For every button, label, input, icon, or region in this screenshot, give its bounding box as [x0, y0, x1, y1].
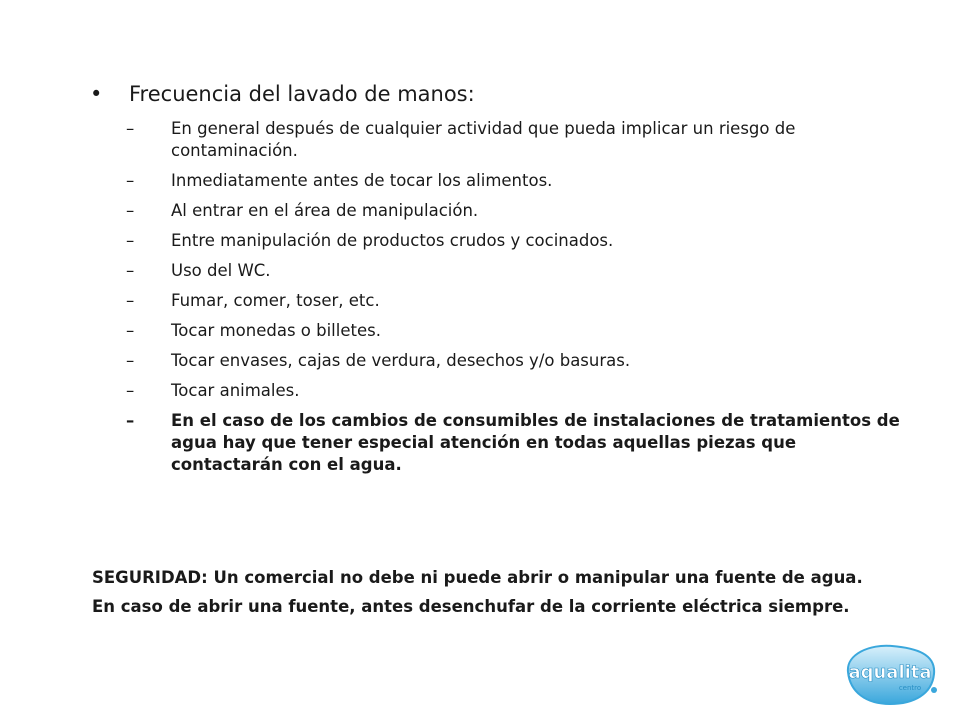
sub-bullet-item — [126, 200, 906, 222]
sub-bullet-list — [126, 118, 906, 484]
main-bullet-label: Frecuencia del lavado de manos: — [129, 82, 475, 106]
dash-icon: – — [126, 201, 135, 220]
sub-bullet-item — [126, 320, 906, 342]
sub-bullet-item — [126, 290, 906, 312]
bullet-icon: • — [90, 82, 103, 106]
dash-icon: – — [126, 291, 135, 310]
sub-bullet-item — [126, 118, 906, 162]
sub-bullet-item — [126, 170, 906, 192]
main-bullet — [90, 78, 910, 110]
dash-icon: – — [126, 321, 135, 340]
dash-icon: – — [126, 351, 135, 370]
sub-bullet-item — [126, 260, 906, 282]
sub-bullet-text: Uso del WC. — [171, 261, 271, 280]
sub-bullet-item — [126, 350, 906, 372]
safety-line-1: SEGURIDAD: Un comercial no debe ni puede abrir o manipular una fuente de agua. — [92, 568, 863, 587]
sub-bullet-text: Tocar monedas o billetes. — [171, 321, 381, 340]
sub-bullet-item — [126, 230, 906, 252]
sub-bullet-text: Tocar envases, cajas de verdura, desechos y/o basuras. — [171, 351, 631, 370]
logo-sub: centro — [898, 684, 922, 692]
sub-bullet-text: Entre manipulación de productos crudos y cocinados. — [171, 231, 614, 250]
safety-note — [92, 563, 932, 621]
dash-icon: – — [126, 411, 135, 430]
sub-bullet-text: Fumar, comer, toser, etc. — [171, 291, 380, 310]
sub-bullet-text: Al entrar en el área de manipulación. — [171, 201, 479, 220]
safety-line-2: En caso de abrir una fuente, antes desenchufar de la corriente eléctrica siempre. — [92, 597, 850, 616]
dash-icon: – — [126, 381, 135, 400]
sub-bullet-text: En general después de cualquier actividad que pueda implicar un riesgo de contaminación. — [171, 119, 796, 160]
sub-bullet-text: Tocar animales. — [171, 381, 300, 400]
dash-icon: – — [126, 231, 135, 250]
sub-bullet-text: Inmediatamente antes de tocar los alimentos. — [171, 171, 553, 190]
sub-bullet-item — [126, 410, 906, 476]
dash-icon: – — [126, 171, 135, 190]
sub-bullet-item — [126, 380, 906, 402]
logo-brand: aqualita — [848, 662, 932, 683]
sub-bullet-text: En el caso de los cambios de consumibles de instalaciones de tratamientos de agua hay que tener especial atención en todas aquellas piezas que contactarán con el agua. — [171, 411, 900, 474]
dash-icon: – — [126, 119, 135, 138]
dash-icon: – — [126, 261, 135, 280]
aqualita-logo — [840, 640, 945, 710]
logo-drop — [931, 687, 937, 693]
